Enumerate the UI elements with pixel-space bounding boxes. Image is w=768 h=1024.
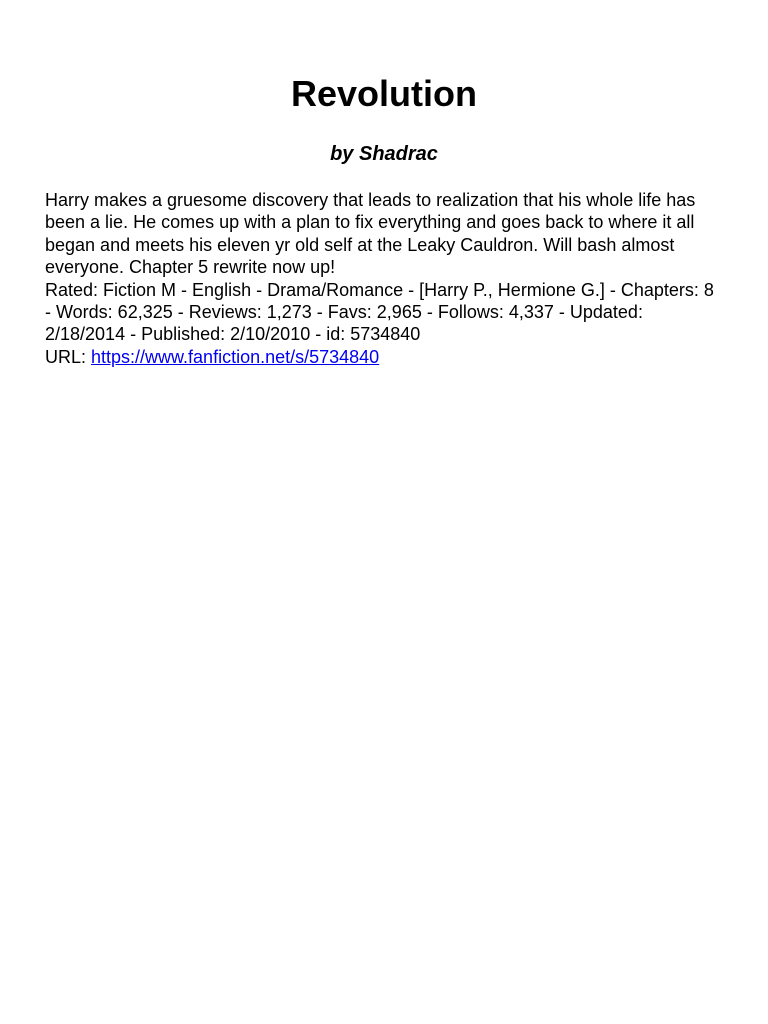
story-url-link[interactable]: https://www.fanfiction.net/s/5734840 [91,346,380,367]
url-label: URL: [45,346,92,367]
story-metadata: Rated: Fiction M - English - Drama/Romance - [Harry P., Hermione G.] - Chapters: 8 - Words: 62,325 - Reviews: 1,273 - Favs: 2,965 - Follows: 4,337 - Updated: 2/18/2014 - Published: 2/10/2010 - id: 5734840 [45,279,714,345]
story-url-line [45,346,723,368]
story-author-byline: by Shadrac [330,143,438,165]
story-title: Revolution [291,73,477,114]
story-summary-block [45,189,723,368]
story-summary: Harry makes a gruesome discovery that leads to realization that his whole life has been a lie. He comes up with a plan to fix everything and goes back to where it all began and meets his eleven yr old self at the Leaky Cauldron. Will bash almost everyone. Chapter 5 rewrite now up! [45,190,696,278]
